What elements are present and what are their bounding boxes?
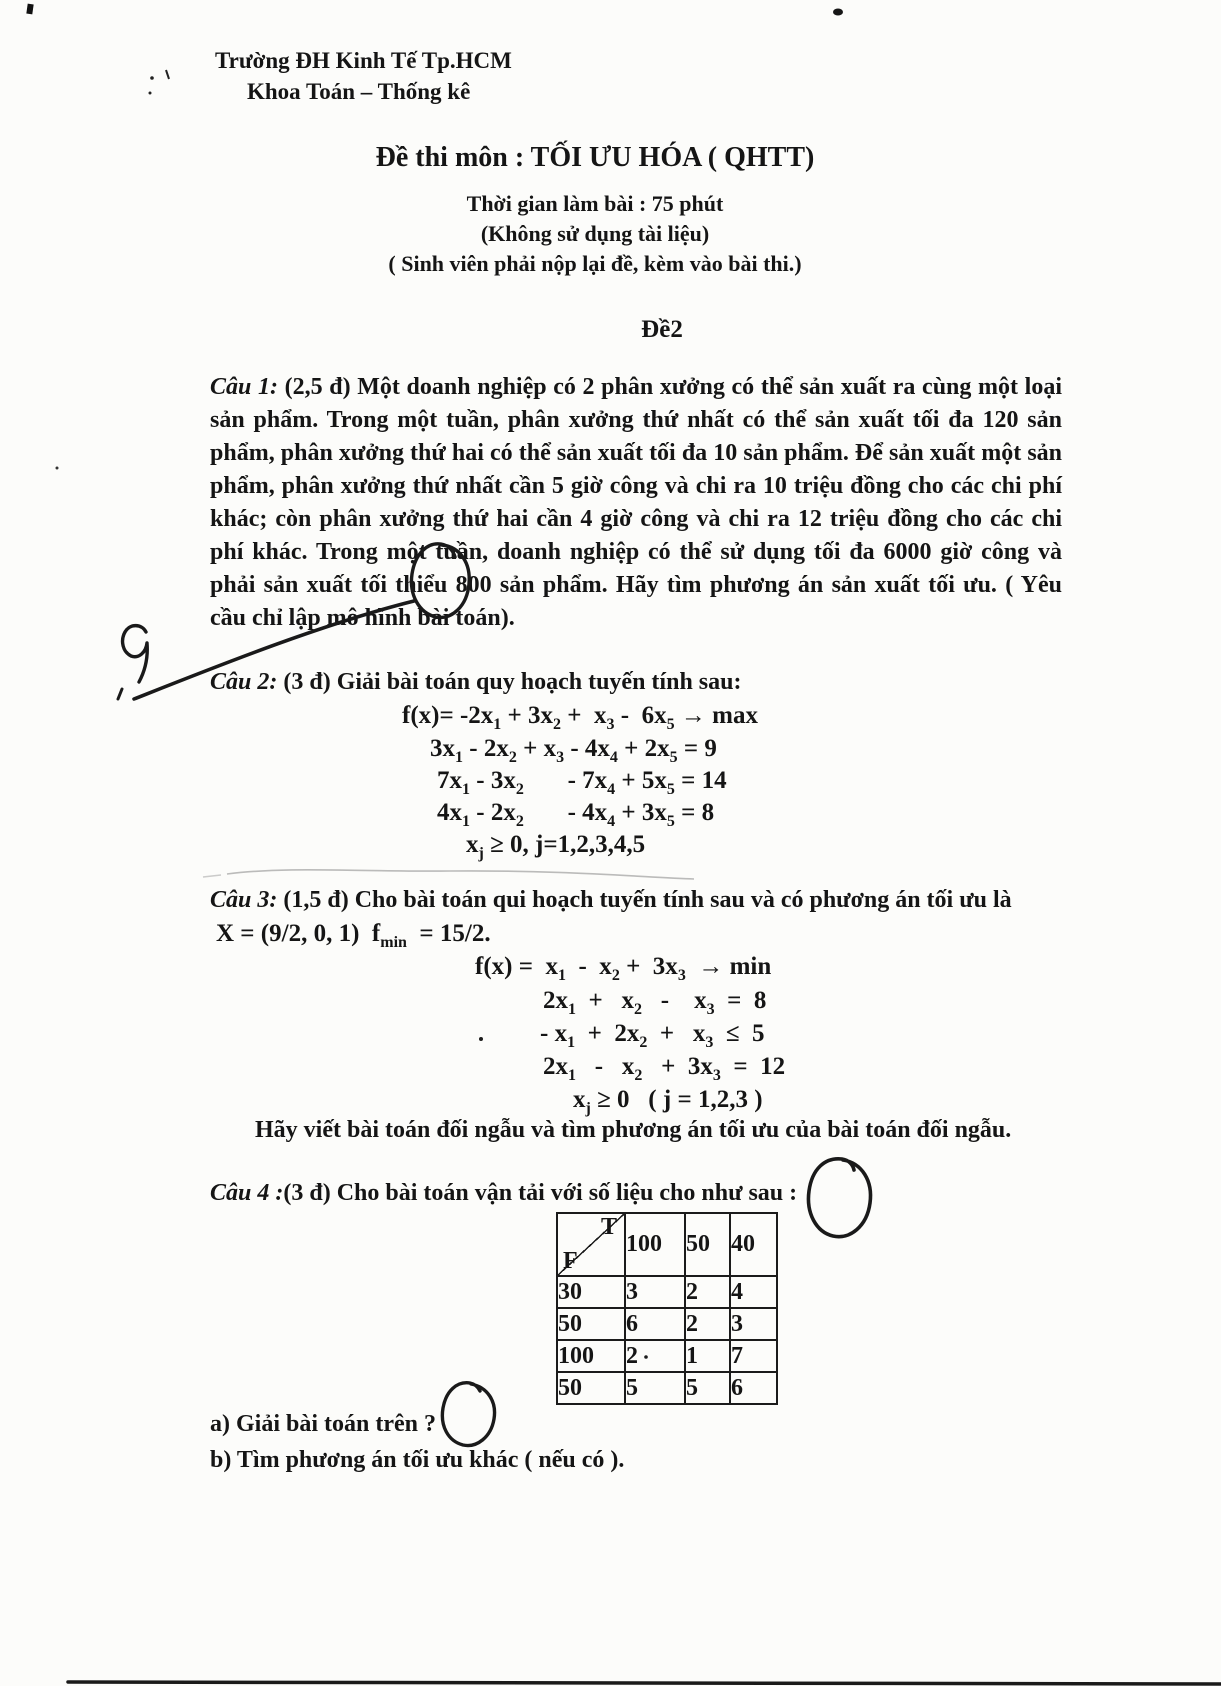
supply-value: 50 <box>557 1372 625 1404</box>
cost-cell: 4 <box>730 1276 777 1308</box>
table-row <box>557 1308 777 1340</box>
question-4-label: Câu 4 : <box>210 1180 284 1206</box>
cost-cell: 7 <box>730 1340 777 1372</box>
supply-value: 50 <box>557 1308 625 1340</box>
bottom-scan-edge-line <box>68 1682 1221 1684</box>
cost-cell: 1 <box>685 1340 730 1372</box>
question-4a: a) Giải bài toán trên ? <box>210 1411 436 1437</box>
scan-speck <box>149 92 152 95</box>
scan-speck <box>26 4 33 15</box>
handwritten-question-mark-9 <box>123 626 148 682</box>
printed-stray-dot <box>479 1037 483 1041</box>
table-row <box>557 1276 777 1308</box>
question-2-intro: (3 đ) Giải bài toán quy hoạch tuyến tính sau: <box>277 669 742 695</box>
cost-cell: 2 <box>625 1340 685 1372</box>
cost-cell: 5 <box>685 1372 730 1404</box>
pencil-smudge-dash <box>203 875 221 877</box>
q3-constraint-1: $2x_1 + x_2$ - $x_3 = 8$ <box>543 987 767 1018</box>
question-1-text: (2,5 đ) Một doanh nghiệp có 2 phân xưởng có thể sản xuất ra cùng một loại sản phẩm. Trong một tuần, phân xưởng thứ nhất có thể sản xuất tối đa 120 sản phẩm, phân xưởng thứ hai có thể sản xuất tối đa 10 sản phẩm. Để sản xuất một sản phẩm, phân xưởng thứ nhất cần 5 giờ công và chi ra 10 triệu đồng cho các chi phí khác; còn phân xưởng thứ hai cần 4 giờ công và chi ra 12 triệu đồng cho các chi phí khác. Trong một tuần, doanh nghiệp có thể sử dụng tối đa 6000 giờ công và phải sản xuất tối thiểu 800 sản phẩm. Hãy tìm phương án sản xuất tối ưu. ( Yêu cầu chỉ lập mô hình bài toán). <box>210 374 1062 631</box>
demand-header-1: 100 <box>625 1213 685 1276</box>
scan-speck <box>56 467 59 470</box>
cost-cell: 3 <box>730 1308 777 1340</box>
question-mark-tick <box>118 689 122 699</box>
cost-cell: 6 <box>625 1308 685 1340</box>
pencil-smudge-line <box>227 870 694 879</box>
circle-after-sau <box>808 1159 870 1237</box>
table-row <box>557 1340 777 1372</box>
cost-cell: 3 <box>625 1276 685 1308</box>
question-2 <box>210 666 741 699</box>
school-line1: Trường ĐH Kinh Tế Tp.HCM <box>215 48 512 73</box>
question-3 <box>210 884 1012 917</box>
question-1-label: Câu 1: <box>210 374 278 400</box>
school-name <box>215 45 512 107</box>
cost-cell: 6 <box>730 1372 777 1404</box>
q2-objective: $f(x)= -2x_1 + 3x_2 + x_3 - 6x_5 \to \max$ <box>402 702 758 733</box>
scan-speck <box>150 76 154 80</box>
corner-label-T: T <box>600 1214 617 1240</box>
q3-optimal-solution: X = (9/2, 0, 1) $f_{min} = 15/2$. <box>216 920 491 951</box>
table-row <box>557 1372 777 1404</box>
question-4-intro: (3 đ) Cho bài toán vận tải với số liệu cho như sau : <box>283 1180 798 1206</box>
school-line2: Khoa Toán – Thống kê <box>247 79 471 104</box>
exam-title: Đề thi môn : TỐI ƯU HÓA ( QHTT) <box>375 142 815 173</box>
exam-duration: Thời gian làm bài : 75 phút <box>466 191 724 216</box>
question-4 <box>210 1177 797 1210</box>
exam-material-note: (Không sử dụng tài liệu) <box>480 221 710 246</box>
q2-constraint-4: $x_j \ge 0$, j=1,2,3,4,5 <box>466 831 646 862</box>
table-corner-cell <box>557 1213 625 1276</box>
question-3-label: Câu 3: <box>210 887 278 913</box>
circle-around-question-a <box>442 1383 494 1446</box>
exam-submission-note: ( Sinh viên phải nộp lại đề, kèm vào bài thi.) <box>388 251 802 276</box>
corner-label-F: F <box>563 1248 578 1274</box>
transportation-table <box>556 1212 778 1405</box>
question-2-label: Câu 2: <box>210 669 278 695</box>
cost-cell: 2 <box>685 1276 730 1308</box>
q2-constraint-3: $4x_1 - 2x_2$ - $4x_4 + 3x_5 = 8$ <box>437 799 715 830</box>
question-1 <box>210 371 1062 635</box>
q2-constraint-1: $3x_1 - 2x_2 + x_3 - 4x_4 + 2x_5 = 9$ <box>430 735 717 766</box>
supply-value: 100 <box>557 1340 625 1372</box>
scan-speck <box>833 9 843 16</box>
question-4b: b) Tìm phương án tối ưu khác ( nếu có ). <box>210 1447 625 1473</box>
q2-constraint-2: $7x_1 - 3x_2$ - $7x_4 + 5x_5 = 14$ <box>437 767 727 798</box>
q3-constraint-2: - $x_1 + 2x_2 + x_3 \le 5$ <box>540 1020 765 1051</box>
cost-cell: 2 <box>685 1308 730 1340</box>
demand-header-3: 40 <box>730 1213 777 1276</box>
question-3-intro: (1,5 đ) Cho bài toán qui hoạch tuyến tính sau và có phương án tối ưu là <box>277 887 1012 913</box>
supply-value: 30 <box>557 1276 625 1308</box>
q3-constraint-3: $2x_1 - x_2 + 3x_3 = 12$ <box>543 1053 786 1084</box>
q3-constraint-4: $x_j \ge 0$ ( j = 1,2,3 ) <box>573 1086 763 1117</box>
q3-objective: $f(x) = x_1 - x_2 + 3x_3 \to \min$ <box>475 953 772 984</box>
table-header-row <box>557 1213 777 1276</box>
cost-cell: 5 <box>625 1372 685 1404</box>
demand-header-2: 50 <box>685 1213 730 1276</box>
question-3-task: Hãy viết bài toán đối ngẫu và tìm phương án tối ưu của bài toán đối ngẫu. <box>255 1117 1012 1143</box>
scan-speck <box>166 70 169 79</box>
exam-code: Đề2 <box>641 316 683 343</box>
